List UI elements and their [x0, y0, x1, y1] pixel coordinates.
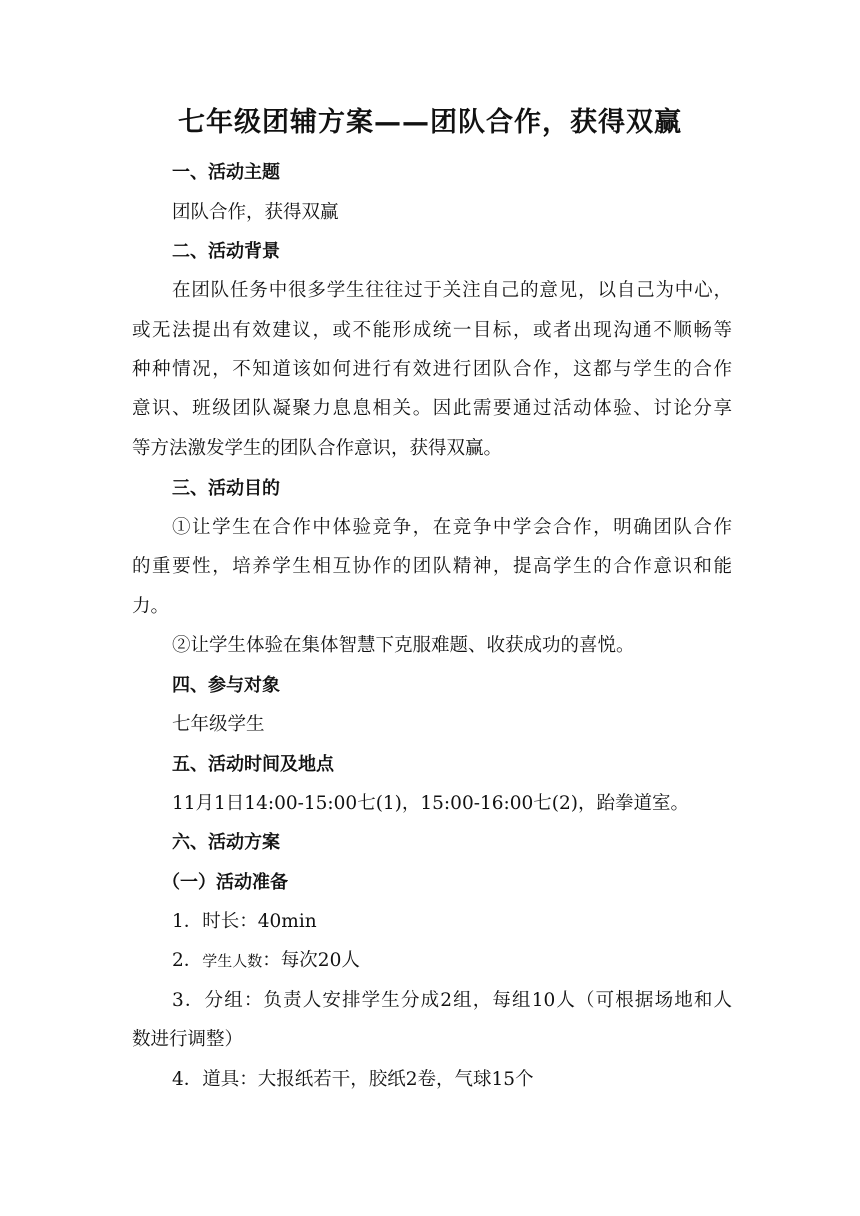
purpose-line: ①让学生在合作中体验竞争，在竞争中学会合作，明确团队合作	[172, 517, 732, 538]
section-heading-theme: 一、活动主题	[172, 162, 280, 183]
prep-item-grouping-cont: 数进行调整）	[132, 1029, 244, 1050]
sub-heading-preparation: （一）活动准备	[162, 872, 288, 893]
document-title: 七年级团辅方案——团队合作，获得双赢	[178, 107, 682, 138]
prep-item-count-label: 学生人数	[202, 952, 263, 970]
section-heading-background: 二、活动背景	[172, 241, 280, 262]
prep-item-count-value: ：每次20人	[262, 950, 360, 971]
prep-item-props: 4．道具：大报纸若干，胶纸2卷，气球15个	[172, 1069, 534, 1090]
purpose-line: ②让学生体验在集体智慧下克服难题、收获成功的喜悦。	[172, 635, 635, 656]
section-heading-purpose: 三、活动目的	[172, 478, 280, 499]
background-line: 等方法激发学生的团队合作意识，获得双赢。	[132, 438, 503, 459]
background-line: 在团队任务中很多学生往往过于关注自己的意见，以自己为中心，	[172, 280, 732, 301]
section-heading-time-place: 五、活动时间及地点	[172, 754, 334, 775]
purpose-line: 力。	[132, 596, 170, 617]
prep-item-grouping: 3．分组：负责人安排学生分成2组，每组10人（可根据场地和人	[172, 990, 732, 1011]
section-heading-participants: 四、参与对象	[172, 675, 280, 696]
prep-item-count-prefix: 2．	[172, 950, 203, 971]
background-line: 意识、班级团队凝聚力息息相关。因此需要通过活动体验、讨论分享	[132, 398, 732, 419]
background-line: 种种情况，不知道该如何进行有效进行团队合作，这都与学生的合作	[132, 359, 732, 380]
purpose-line: 的重要性，培养学生相互协作的团队精神，提高学生的合作意识和能	[132, 556, 732, 577]
background-line: 或无法提出有效建议，或不能形成统一目标，或者出现沟通不顺畅等	[132, 320, 732, 341]
participants-text: 七年级学生	[172, 714, 265, 735]
section-heading-plan: 六、活动方案	[172, 832, 280, 853]
prep-item-count	[172, 948, 772, 974]
time-place-text: 11月1日14:00-15:00七(1)，15:00-16:00七(2)，跆拳道室。	[172, 793, 689, 814]
prep-item-duration: 1．时长：40min	[172, 911, 317, 932]
theme-text: 团队合作，获得双赢	[172, 202, 339, 223]
